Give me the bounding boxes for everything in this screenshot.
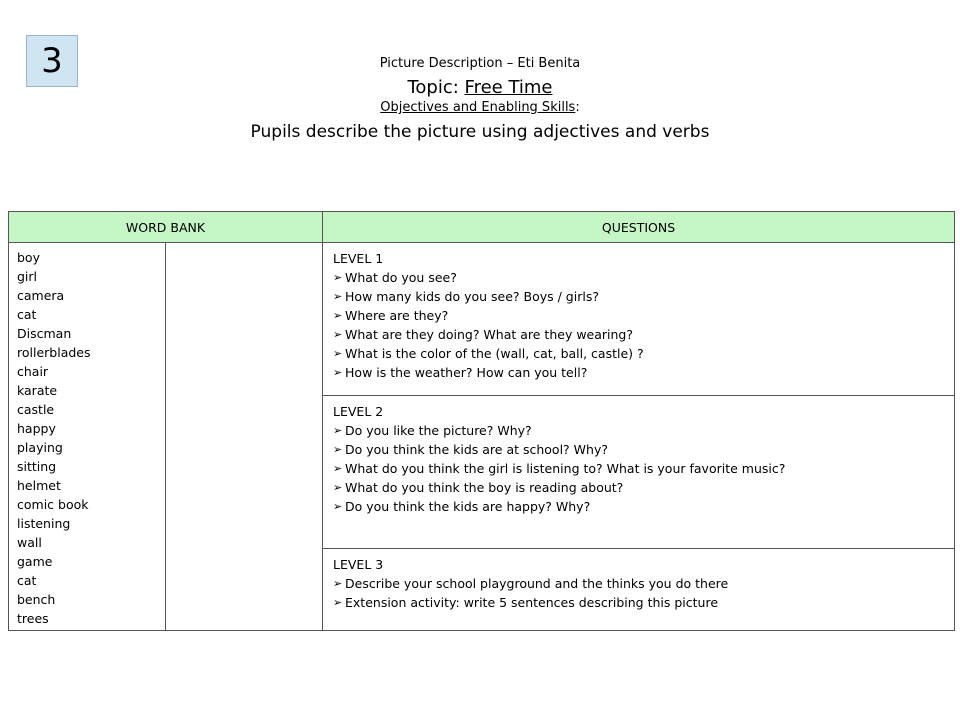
word-bank-item: playing [17,440,63,455]
question-item [333,287,954,306]
question-item [333,459,954,478]
word-bank-item: bench [17,592,56,607]
question-text: Do you think the kids are happy? Why? [345,499,591,514]
arrow-bullet-icon: ➢ [333,328,343,341]
word-bank-questions-table [8,211,955,631]
question-item [333,268,954,287]
question-text: How many kids do you see? Boys / girls? [345,289,599,304]
description-line: Pupils describe the picture using adjectives and verbs [250,122,710,142]
question-text: Do you like the picture? Why? [345,423,532,438]
arrow-bullet-icon: ➢ [333,481,343,494]
question-item [333,421,954,440]
word-bank-item: comic book [17,497,89,512]
word-bank-item: game [17,554,53,569]
level-title: LEVEL 2 [333,404,384,419]
level-3-cell [323,549,955,631]
table-header-row [9,212,955,243]
level-1-cell [323,243,955,396]
arrow-bullet-icon: ➢ [333,500,343,513]
question-item [333,497,954,516]
arrow-bullet-icon: ➢ [333,462,343,475]
question-item [333,363,954,382]
arrow-bullet-icon: ➢ [333,443,343,456]
word-bank-item: cat [17,307,37,322]
question-text: Extension activity: write 5 sentences describing this picture [345,595,719,610]
word-bank-item: castle [17,402,55,417]
question-item [333,440,954,459]
word-bank-item: helmet [17,478,61,493]
arrow-bullet-icon: ➢ [333,424,343,437]
word-bank-item: trees [17,611,49,626]
question-item [333,306,954,325]
question-text: What do you think the boy is reading about? [345,480,624,495]
word-bank-item: Discman [17,326,72,341]
arrow-bullet-icon: ➢ [333,271,343,284]
question-text: What is the color of the (wall, cat, ball, castle) ? [345,346,644,361]
question-text: What do you see? [345,270,457,285]
question-text: How is the weather? How can you tell? [345,365,588,380]
question-text: What are they doing? What are they wearing? [345,327,633,342]
arrow-bullet-icon: ➢ [333,366,343,379]
word-bank-list [9,243,166,631]
question-item [333,325,954,344]
slide-number: 3 [41,41,63,81]
word-bank-item: camera [17,288,65,303]
word-bank-item: boy [17,250,40,265]
topic-prefix: Topic: [407,77,465,98]
level-title: LEVEL 1 [333,251,384,266]
word-bank-item: rollerblades [17,345,91,360]
level-title: LEVEL 3 [333,557,384,572]
table-row [9,243,955,396]
word-bank-header: WORD BANK [9,212,323,243]
question-item [333,344,954,363]
topic-value: Free Time [464,77,553,98]
arrow-bullet-icon: ➢ [333,309,343,322]
word-bank-item: cat [17,573,37,588]
arrow-bullet-icon: ➢ [333,596,343,609]
objectives-colon: : [575,100,580,115]
question-text: What do you think the girl is listening to? What is your favorite music? [345,461,786,476]
question-item [333,593,954,612]
empty-column [166,243,323,631]
arrow-bullet-icon: ➢ [333,347,343,360]
question-text: Describe your school playground and the thinks you do there [345,576,729,591]
word-bank-item: happy [17,421,56,436]
topic-line [0,77,960,98]
word-bank-item: chair [17,364,49,379]
author-line: Picture Description – Eti Benita [379,56,581,71]
arrow-bullet-icon: ➢ [333,577,343,590]
word-bank-item: girl [17,269,38,284]
questions-header: QUESTIONS [323,212,955,243]
objectives-line [0,100,960,115]
word-bank-item: wall [17,535,42,550]
question-text: Do you think the kids are at school? Why? [345,442,608,457]
arrow-bullet-icon: ➢ [333,290,343,303]
question-item [333,478,954,497]
word-bank-item: listening [17,516,71,531]
question-text: Where are they? [345,308,449,323]
word-bank-item: karate [17,383,58,398]
objectives-label: Objectives and Enabling Skills [380,100,576,115]
question-item [333,574,954,593]
word-bank-item: sitting [17,459,57,474]
level-2-cell [323,396,955,549]
